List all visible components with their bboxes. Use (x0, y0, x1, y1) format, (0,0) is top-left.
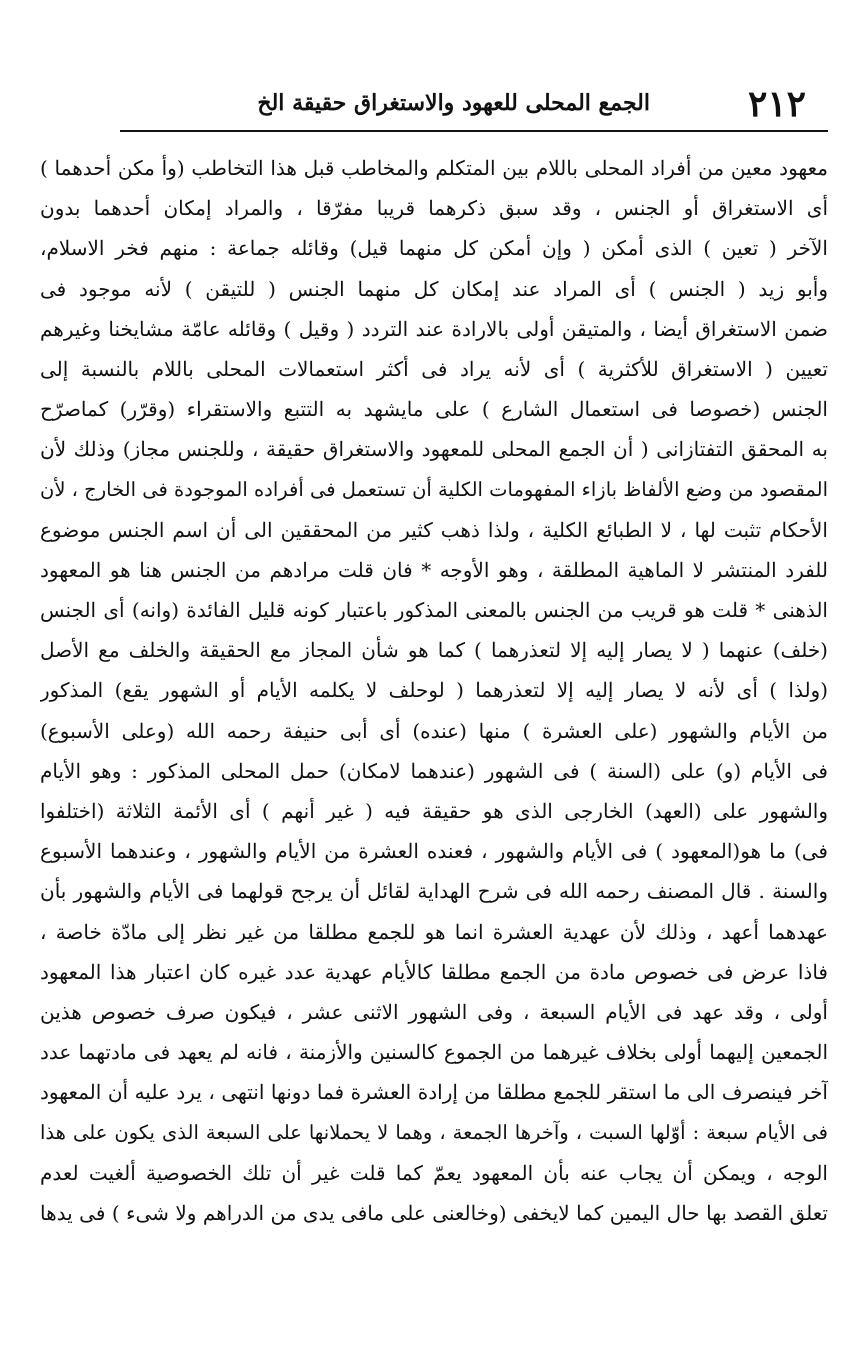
text-line: (خلف) عنهما ( لا يصار إليه إلا لتعذرهما ) كما هو شأن المجاز مع الحقيقة والخلف مع الأصل (40, 638, 828, 663)
page-number: ٢١٢ (747, 83, 806, 125)
text-line: عهدهما أعهد ، وذلك لأن عهدية العشرة انما هو للجمع مطلقا من غير نظر إلى مادّة خاصة ، (40, 919, 828, 944)
text-line: تعلق القصد بها حال اليمين كما لايخفى (وخالعنى على مافى يدى من الدراهم ولا شىء ) فى يدها (40, 1200, 828, 1225)
text-line: الوجه ، ويمكن أن يجاب عنه بأن المعهود يعمّ كما قلت غير أن تلك الخصوصية ألغيت لعدم (40, 1160, 828, 1185)
header-rule (120, 130, 828, 132)
text-line: آخر فينصرف الى ما استقر للجمع مطلقا من إرادة العشرة فما دونها انتهى ، يرد عليه أن المعهود (40, 1080, 828, 1105)
text-line: والشهور على (العهد) الخارجى الذى هو حقيقة فيه ( غير أنهم ) أى الأئمة الثلاثة (اختلفوا (40, 799, 828, 823)
text-line: معهود معين من أفراد المحلى باللام بين المتكلم والمخاطب قبل هذا التخاطب (وأ مكن أحدهما ) (40, 156, 828, 180)
text-line: الجمعين إليهما أولى بخلاف غيرهما من الجموع كالسنين والأزمنة ، فانه لم يعهد فى مادتهما عدد (40, 1040, 828, 1065)
text-line: الجنس (خصوصا فى استعمال الشارع ) على مايشهد به التتبع والاستقراء (وقرّر) كماصرّح (40, 397, 828, 422)
text-line: والسنة . قال المصنف رحمه الله فى شرح الهداية لقائل أن يرجح قولهما فى الأيام والشهور بأن (40, 879, 828, 904)
text-line: فاذا عرض فى خصوص مادة من الجمع مطلقا كالأيام عهدية عدد غيره كان اعتبار هذا المعهود (40, 959, 828, 984)
text-line: (ولذا ) أى لأنه لا يصار إليه إلا لتعذرهما ( لوحلف لا يكلمه الأيام أو الشهور يقع) المذكور (40, 678, 828, 703)
text-line: به المحقق التفتازانى ( أن الجمع المحلى للمعهود والاستغراق حقيقة ، وللجنس مجاز) وذلك لأن (40, 437, 828, 462)
text-line: المقصود من وضع الألفاظ بازاء المفهومات الكلية أن تستعمل فى أفراده الموجودة فى الخارج ، لأن (40, 477, 828, 501)
text-line: فى الأيام سبعة : أوّلها السبت ، وآخرها الجمعة ، وهما لا يحملانها على السبعة الذى يكون على هذا (40, 1120, 828, 1144)
text-line: الآخر ( تعين ) الذى أمكن ( وإن أمكن كل منهما قيل) وقائله جماعة : منهم فخر الاسلام، (40, 236, 828, 261)
text-line: ضمن الاستغراق أيضا ، والمتيقن أولى بالارادة عند التردد ( وقيل ) وقائله عامّة مشايخنا وغيرهم (40, 316, 828, 341)
text-line: من الأيام والشهور (على العشرة ) منها (عنده) أى أبى حنيفة رحمه الله (وعلى الأسبوع) (40, 718, 828, 743)
page-header (120, 78, 828, 138)
text-line: فى الأيام (و) على (السنة ) فى الشهور (عندهما لامكان) حمل المحلى المذكور : وهو الأيام (40, 758, 828, 783)
text-line: الذهنى * قلت هو قريب من الجنس بالمعنى المذكور باعتبار كونه قليل الفائدة (وانه) أى الجنس (40, 598, 828, 623)
text-line: تعيين ( الاستغراق للأكثرية ) أى لأنه يراد فى أكثر استعمالات المحلى باللام بالنسبة إلى (40, 356, 828, 381)
body-text (40, 148, 828, 1233)
text-line: أى الاستغراق أو الجنس ، وقد سبق ذكرهما قريبا مفرّقا ، والمراد إمكان أحدهما بدون (40, 196, 828, 221)
text-line: للفرد المنتشر لا الماهية المطلقة ، وهو الأوجه * فان قلت مرادهم من الجنس هنا هو المعهود (40, 557, 828, 582)
text-line: الأحكام تثبت لها ، لا الطبائع الكلية ، ولذا ذهب كثير من المحققين الى أن اسم الجنس موضوع (40, 517, 828, 542)
running-title: الجمع المحلى للعهود والاستغراق حقيقة الخ (257, 90, 650, 116)
text-line: فى) ما هو(المعهود ) فى الأيام والشهور ، فعنده العشرة من الأيام والشهور ، وعندهما الأسبوع (40, 839, 828, 864)
text-line: أولى ، وقد عهد فى الأيام السبعة ، وفى الشهور الاثنى عشر ، فيكون صرف خصوص هذين (40, 999, 828, 1024)
text-line: وأبو زيد ( الجنس ) أى المراد عند إمكان كل منهما الجنس ( للتيقن ) لأنه موجود فى (40, 276, 828, 301)
